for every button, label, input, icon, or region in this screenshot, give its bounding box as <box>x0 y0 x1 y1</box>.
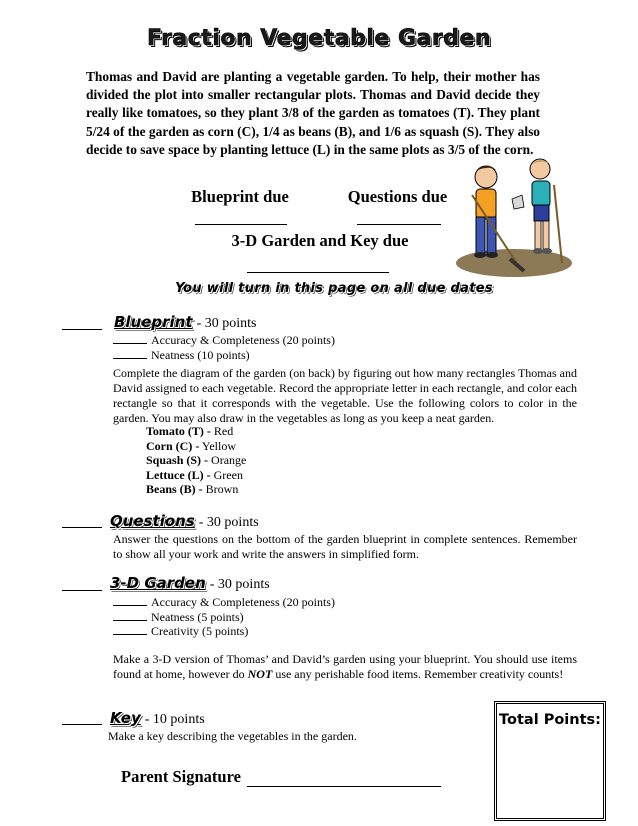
color-key-item: Tomato (T) - Red <box>146 424 234 438</box>
checklist-item: Accuracy & Completeness (20 points) <box>113 333 335 348</box>
garden3d-score-line[interactable] <box>62 579 102 591</box>
color-key-list <box>146 424 246 497</box>
questions-points: - 30 points <box>198 515 259 530</box>
kids-gardening-illustration <box>452 155 578 281</box>
item-score-line[interactable] <box>113 634 147 635</box>
page-title: Fraction Vegetable Garden <box>146 26 492 51</box>
questions-score-line[interactable] <box>62 516 102 528</box>
item-score-line[interactable] <box>113 358 147 359</box>
questions-description: Answer the questions on the bottom of the garden blueprint in complete sentences. Remember to show all your work and write the answers in simplified form. <box>113 532 577 561</box>
key-heading: Key <box>110 709 141 727</box>
color-key-item: Lettuce (L) - Green <box>146 467 243 482</box>
item-score-line[interactable] <box>113 605 147 606</box>
checklist-item: Creativity (5 points) <box>113 624 335 639</box>
blueprint-due-label: Blueprint due <box>191 187 289 206</box>
garden-key-due-line[interactable] <box>247 256 389 273</box>
questions-heading: Questions <box>110 512 195 530</box>
garden3d-header <box>110 574 270 593</box>
questions-due-label: Questions due <box>347 187 448 206</box>
blueprint-heading: Blueprint <box>114 313 193 331</box>
blueprint-header <box>114 313 256 332</box>
questions-header <box>110 512 259 531</box>
total-points-label: Total Points: <box>499 712 601 728</box>
questions-due-line[interactable] <box>357 210 441 225</box>
checklist-item: Accuracy & Completeness (20 points) <box>113 595 335 610</box>
garden3d-items <box>113 595 335 639</box>
checklist-item: Neatness (10 points) <box>113 348 335 363</box>
color-key-item: Beans (B) - Brown <box>146 482 239 497</box>
garden3d-heading: 3-D Garden <box>110 574 206 592</box>
blueprint-description: Complete the diagram of the garden (on back) by figuring out how many rectangles Thomas and David assigned to each vegetable. Record the appropriate letter in each rectangle, and color each rectangle so that it corresponds with the vegetable. Use the following colors to color in the garden. You may also draw in the vegetables as long as you keep a neat garden. <box>113 366 577 425</box>
parent-signature-line[interactable] <box>247 770 441 787</box>
key-points: - 10 points <box>144 712 205 727</box>
key-description: Make a key describing the vegetables in the garden. <box>108 729 357 743</box>
item-score-line[interactable] <box>113 620 147 621</box>
total-points-box[interactable] <box>494 701 606 821</box>
garden-key-due-label: 3-D Garden and Key due <box>231 231 409 250</box>
key-score-line[interactable] <box>62 713 102 725</box>
garden3d-description: Make a 3-D version of Thomas’ and David’s garden using your blueprint. You should use items found at home, however do NOT use any perishable food items. Remember creativity counts! <box>113 652 577 681</box>
color-key-item: Corn (C) - Yellow <box>146 438 237 453</box>
color-key-item: Squash (S) - Orange <box>146 453 247 468</box>
garden3d-points: - 30 points <box>209 577 270 592</box>
blueprint-score-line[interactable] <box>62 318 102 330</box>
key-header <box>110 709 205 728</box>
blueprint-points: - 30 points <box>196 316 257 331</box>
checklist-item: Neatness (5 points) <box>113 610 335 625</box>
blueprint-due-line[interactable] <box>195 210 287 225</box>
blueprint-items <box>113 333 335 362</box>
item-score-line[interactable] <box>113 343 147 344</box>
intro-paragraph: Thomas and David are planting a vegetable garden. To help, their mother has divided the plot into smaller rectangular plots. Thomas and David decide they really like tomatoes, so they plant 3/8 of the garden as tomatoes (T). They plant 5/24 of the garden as corn (C), 1/4 as beans (B), and 1/6 as squash (S). They also decide to save space by planting lettuce (L) in the same plots as 3/5 of the corn. <box>86 69 540 157</box>
parent-signature-label: Parent Signature <box>121 767 241 786</box>
turn-in-note: You will turn in this page on all due dates <box>175 281 493 296</box>
